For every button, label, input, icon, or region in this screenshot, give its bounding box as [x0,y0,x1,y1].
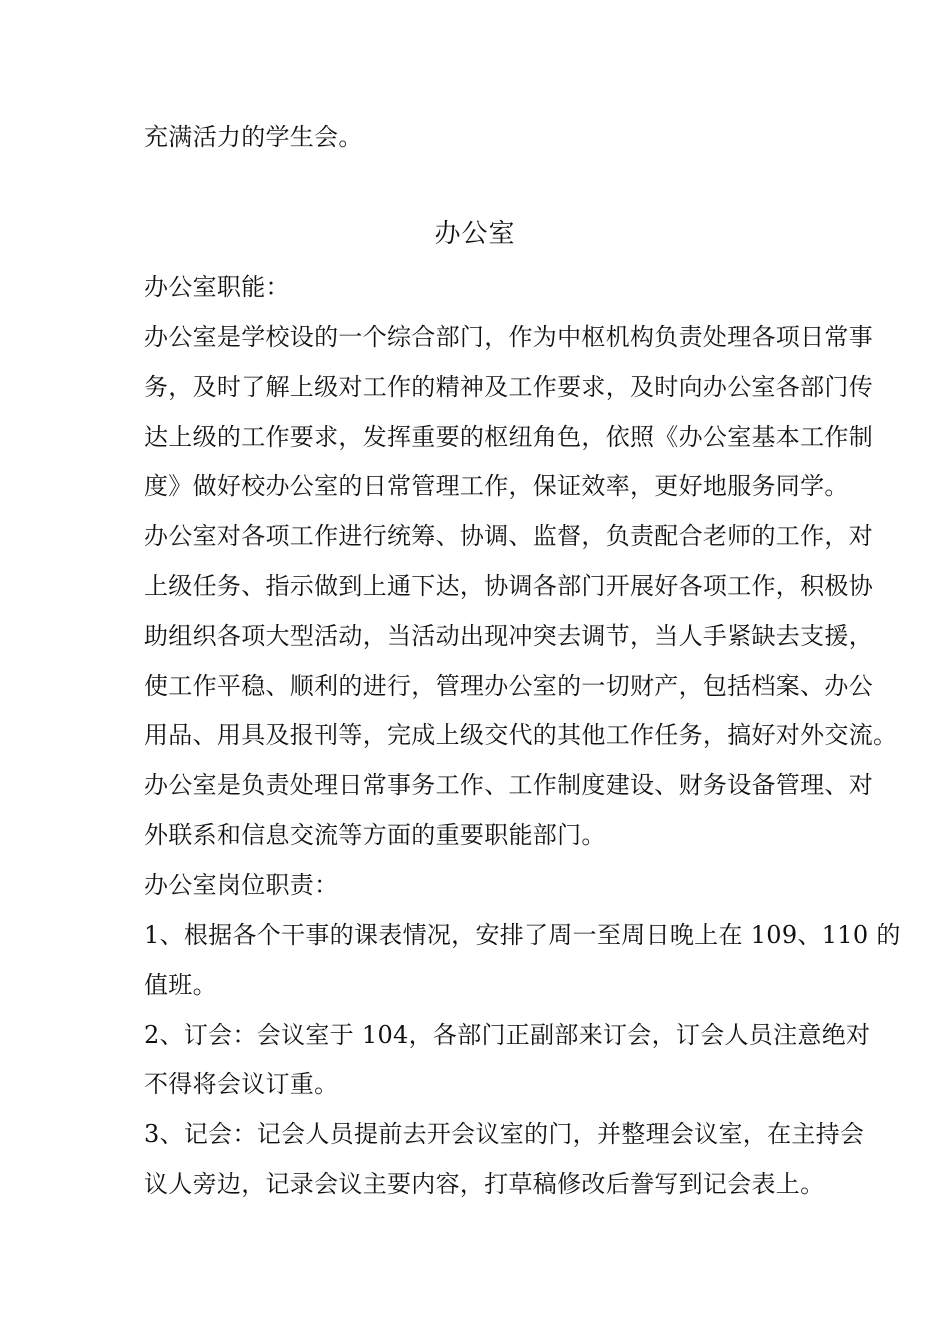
paragraph1-line: 达上级的工作要求，发挥重要的枢纽角色，依照《办公室基本工作制 [144,423,873,451]
paragraph2-line: 办公室对各项工作进行统筹、协调、监督，负责配合老师的工作，对 [144,522,873,550]
paragraph2-line: 使工作平稳、顺利的进行，管理办公室的一切财产，包括档案、办公 [144,672,873,700]
duty3-line: 3、记会：记会人员提前去开会议室的门，并整理会议室，在主持会 [144,1120,865,1148]
duty3-line: 议人旁边，记录会议主要内容，打草稿修改后誊写到记会表上。 [144,1170,825,1198]
paragraph3-line: 办公室是负责处理日常事务工作、工作制度建设、财务设备管理、对 [144,771,873,799]
paragraph2-line: 上级任务、指示做到上通下达，协调各部门开展好各项工作，积极协 [144,572,873,600]
paragraph1-line: 办公室是学校设的一个综合部门，作为中枢机构负责处理各项日常事 [144,323,873,351]
duty2-line: 不得将会议订重。 [144,1070,339,1098]
paragraph1-line: 务，及时了解上级对工作的精神及工作要求，及时向办公室各部门传 [144,373,873,401]
paragraph2-line: 助组织各项大型活动，当活动出现冲突去调节，当人手紧缺去支援， [144,622,873,650]
paragraph3-line: 外联系和信息交流等方面的重要职能部门。 [144,821,606,849]
section-title: 办公室 [434,219,516,249]
duty1-line: 1、根据各个干事的课表情况，安排了周一至周日晚上在 109、110 的 [144,921,901,949]
duties-heading: 办公室岗位职责： [144,871,339,899]
continuation-text: 充满活力的学生会。 [144,123,363,151]
functions-heading: 办公室职能： [144,273,290,301]
duty2-line: 2、订会：会议室于 104，各部门正副部来订会，订会人员注意绝对 [144,1021,871,1049]
duty1-line: 值班。 [144,971,217,999]
paragraph2-line: 用品、用具及报刊等，完成上级交代的其他工作任务，搞好对外交流。 [144,721,898,749]
paragraph1-line: 度》做好校办公室的日常管理工作，保证效率，更好地服务同学。 [144,472,849,500]
